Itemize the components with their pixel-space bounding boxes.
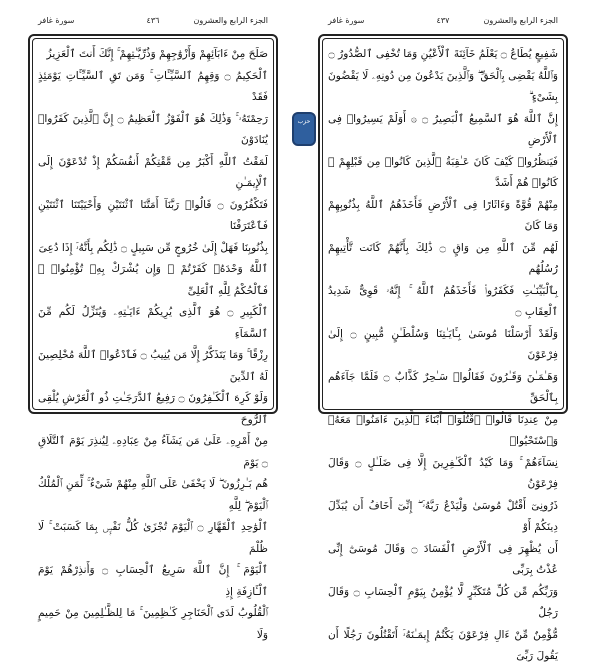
page-number: ٤٣٧ — [436, 16, 450, 25]
text-line: ٱلْحَكِيمُ ۝ وَقِهِمُ ٱلسَّيِّـَٔاتِ ۚ وَمَن تَقِ ٱلسَّيِّـَٔاتِ يَوْمَئِذٍ فَقَدْ — [38, 69, 268, 103]
text-line: ٱلْكَبِيرِ ۝ هُوَ ٱلَّذِى يُرِيكُمْ ءَايَـٰتِهِۦ وَيُنَزِّلُ لَكُم مِّنَ ٱلسَّمَآءِ — [38, 306, 268, 340]
text-frame — [28, 34, 278, 641]
surah-name: سورة غافر — [38, 16, 75, 25]
text-line: فَتَكْفُرُونَ ۝ قَالُوا۟ رَبَّنَآ أَمَتَّنَا ٱثْنَتَيْنِ وَأَحْيَيْتَنَا ٱثْنَتَيْنِ فَٱعْتَرَفْنَا — [38, 198, 268, 232]
text-line: مُّؤْمِنٌ مِّنْ ءَالِ فِرْعَوْنَ يَكْتُمُ إِيمَـٰنَهُۥٓ أَتَقْتُلُونَ رَجُلًا أَن يَقُولَ رَبِّىَ — [328, 628, 558, 662]
text-line: شَفِيعٍ يُطَاعُ ۝ يَعْلَمُ خَآئِنَةَ ٱلْأَعْيُنِ وَمَا تُخْفِى ٱلصُّدُورُ ۝ — [328, 48, 558, 60]
page-header — [28, 14, 278, 30]
text-line: بِٱلْبَيِّنَـٰتِ فَكَفَرُوا۟ فَأَخَذَهُمُ ٱللَّهُ ۚ إِنَّهُۥ قَوِىٌّ شَدِيدُ ٱلْعِقَابِ ۝ — [328, 284, 558, 318]
hizb-marker: حزب — [292, 112, 316, 146]
left-page — [28, 14, 278, 641]
text-line: وَلَوْ كَرِهَ ٱلْكَـٰفِرُونَ ۝ رَفِيعُ ٱلدَّرَجَـٰتِ ذُو ٱلْعَرْشِ يُلْقِى ٱلرُّوحَ — [38, 392, 268, 426]
page-header — [318, 14, 568, 30]
juz-name: الجزء الرابع والعشرون — [193, 16, 268, 25]
text-line: صَلَحَ مِنْ ءَابَآئِهِمْ وَأَزْوَٰجِهِمْ وَذُرِّيَّـٰتِهِمْ ۚ إِنَّكَ أَنتَ ٱلْعَزِيزُ — [46, 48, 268, 60]
text-line: وَلَقَدْ أَرْسَلْنَا مُوسَىٰ بِـَٔايَـٰتِنَا وَسُلْطَـٰنٍ مُّبِينٍ ۝ إِلَىٰ فِرْعَوْنَ — [328, 327, 558, 361]
text-line: وَهَـٰمَـٰنَ وَقَـٰرُونَ فَقَالُوا۟ سَـٰحِرٌ كَذَّابٌ ۝ فَلَمَّا جَآءَهُم بِٱلْحَقِّ — [328, 370, 558, 404]
text-line: إِنَّ ٱللَّهَ هُوَ ٱلسَّمِيعُ ٱلْبَصِيرُ ۝ ۞ أَوَلَمْ يَسِيرُوا۟ فِى ٱلْأَرْضِ — [328, 112, 558, 146]
surah-name: سورة غافر — [328, 16, 365, 25]
text-line: مِنْ أَمْرِهِۦ عَلَىٰ مَن يَشَآءُ مِنْ عِبَادِهِۦ لِيُنذِرَ يَوْمَ ٱلتَّلَاقِ ۝ يَوْمَ — [38, 435, 268, 469]
text-line: وَٱللَّهُ يَقْضِى بِٱلْحَقِّ ۖ وَٱلَّذِينَ يَدْعُونَ مِن دُونِهِۦ لَا يَقْضُونَ بِشَىْءٍ ۗ — [328, 69, 558, 103]
text-line: فَيَنظُرُوا۟ كَيْفَ كَانَ عَـٰقِبَةُ ٱلَّذِينَ كَانُوا۟ مِن قَبْلِهِمْ ۚ كَانُوا۟ هُمْ أَشَدَّ — [328, 155, 558, 189]
text-line: ٱلْقُلُوبُ لَدَى ٱلْحَنَاجِرِ كَـٰظِمِينَ ۚ مَا لِلظَّـٰلِمِينَ مِنْ حَمِيمٍ وَلَا — [38, 607, 268, 641]
text-line: مِنْهُمْ قُوَّةً وَءَاثَارًا فِى ٱلْأَرْضِ فَأَخَذَهُمُ ٱللَّهُ بِذُنُوبِهِمْ وَمَا كَانَ — [328, 198, 558, 232]
text-line: ٱلْيَوْمَ ۚ إِنَّ ٱللَّهَ سَرِيعُ ٱلْحِسَابِ ۝ وَأَنذِرْهُمْ يَوْمَ ٱلْـَٔازِفَةِ إِذِ — [38, 564, 268, 598]
text-line: مِنْ عِندِنَا قَالُوا۟ ٱقْتُلُوٓا۟ أَبْنَآءَ ٱلَّذِينَ ءَامَنُوا۟ مَعَهُۥ وَٱسْتَحْيُوا۟ — [328, 413, 558, 447]
text-line: رِزْقًا ۚ وَمَا يَتَذَكَّرُ إِلَّا مَن يُنِيبُ ۝ فَٱدْعُوا۟ ٱللَّهَ مُخْلِصِينَ لَهُ ٱلدِّينَ — [38, 349, 268, 383]
text-line: لَهُم مِّنَ ٱللَّهِ مِن وَاقٍ ۝ ذَٰلِكَ بِأَنَّهُمْ كَانَت تَّأْتِيهِمْ رُسُلُهُم — [328, 241, 558, 275]
text-frame — [318, 34, 568, 662]
right-page — [318, 14, 568, 662]
page-text — [328, 44, 558, 662]
text-line: وَرَبِّكُم مِّن كُلِّ مُتَكَبِّرٍ لَّا يُؤْمِنُ بِيَوْمِ ٱلْحِسَابِ ۝ وَقَالَ رَجُلٌ — [328, 585, 558, 619]
page-number: ٤٣٦ — [146, 16, 160, 25]
text-line: بِذُنُوبِنَا فَهَلْ إِلَىٰ خُرُوجٍ مِّن سَبِيلٍ ۝ ذَٰلِكُم بِأَنَّهُۥٓ إِذَا دُعِىَ — [38, 241, 268, 254]
text-line: لَمَقْتُ ٱللَّهِ أَكْبَرُ مِن مَّقْتِكُمْ أَنفُسَكُمْ إِذْ تُدْعَوْنَ إِلَى ٱلْإِيمَـٰنِ — [38, 155, 268, 189]
page-text — [38, 44, 268, 641]
text-line: نِسَآءَهُمْ ۚ وَمَا كَيْدُ ٱلْكَـٰفِرِينَ إِلَّا فِى ضَلَـٰلٍ ۝ وَقَالَ فِرْعَوْنُ — [328, 456, 558, 490]
text-line: ٱللَّهُ وَحْدَهُۥ كَفَرْتُمْ ۖ وَإِن يُشْرَكْ بِهِۦ تُؤْمِنُوا۟ ۚ فَٱلْحُكْمُ لِلَّهِ ٱلْعَلِىِّ — [38, 263, 268, 297]
text-line: أَن يُظْهِرَ فِى ٱلْأَرْضِ ٱلْفَسَادَ ۝ وَقَالَ مُوسَىٰٓ إِنِّى عُذْتُ بِرَبِّى — [328, 542, 558, 576]
text-line: ٱلْوَٰحِدِ ٱلْقَهَّارِ ۝ ٱلْيَوْمَ تُجْزَىٰ كُلُّ نَفْسٍۭ بِمَا كَسَبَتْ ۚ لَا ظُلْمَ — [38, 521, 268, 555]
text-line: رَحِمْتَهُۥ ۚ وَذَٰلِكَ هُوَ ٱلْفَوْزُ ٱلْعَظِيمُ ۝ إِنَّ ٱلَّذِينَ كَفَرُوا۟ يُنَادَوْنَ — [38, 112, 268, 146]
juz-name: الجزء الرابع والعشرون — [483, 16, 558, 25]
text-line: هُم بَـٰرِزُونَ ۖ لَا يَخْفَىٰ عَلَى ٱللَّهِ مِنْهُمْ شَىْءٌ ۚ لِّمَنِ ٱلْمُلْكُ ٱلْيَوْمَ ۖ لِلَّهِ — [38, 478, 268, 512]
text-line: ذَرُونِىٓ أَقْتُلْ مُوسَىٰ وَلْيَدْعُ رَبَّهُۥٓ ۖ إِنِّىٓ أَخَافُ أَن يُبَدِّلَ دِينَكُمْ أَوْ — [328, 499, 558, 533]
